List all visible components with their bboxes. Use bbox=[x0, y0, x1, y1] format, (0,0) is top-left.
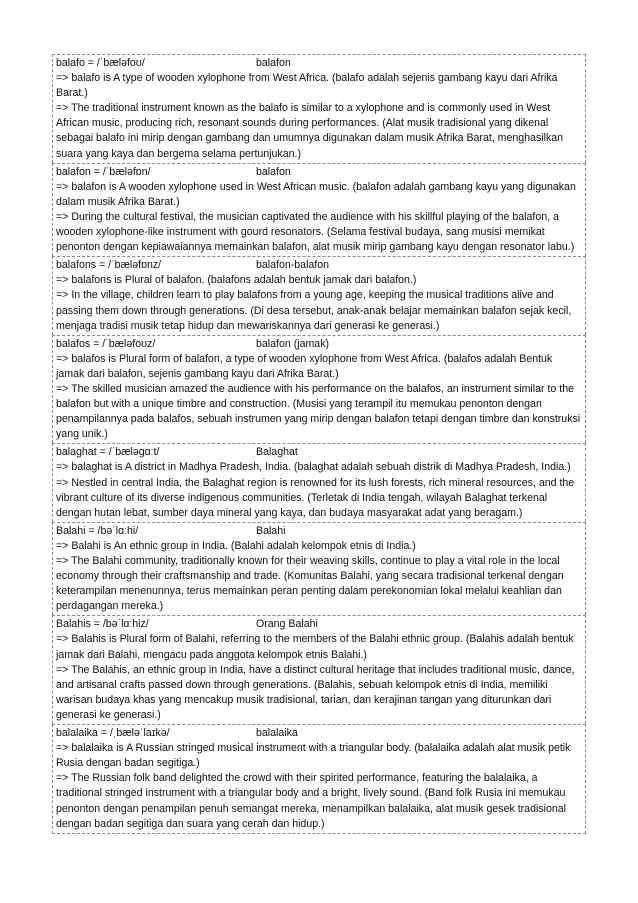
entry-header bbox=[56, 617, 583, 632]
entry-example: => During the cultural festival, the musician captivated the audience with his skillful playing of the balafon, a wooden xylophone-like instrument with gourd resonators. (Selama festival budaya, sang musisi memikat penonton dengan kepiawaiannya memainkan balafon, alat musik mirip gambang kayu dengan resonator labu.) bbox=[56, 210, 575, 254]
entry-definition: => Balahis is Plural form of Balahi, referring to the members of the Balahi ethnic group. (Balahis adalah bentuk jamak dari Balahi, mengacu pada anggota kelompok etnis Balahi.) bbox=[56, 633, 574, 661]
entry-term: Balahi = /bəˈlɑːhi/ bbox=[56, 524, 139, 537]
entry-term: balafons = /ˈbæləfɒnz/ bbox=[56, 259, 162, 272]
entry-term: balafo = /ˈbæləfoʊ/ bbox=[56, 57, 145, 69]
dictionary-entry bbox=[52, 724, 586, 834]
entry-term: balafon = /ˈbæləfɒn/ bbox=[56, 165, 151, 178]
entry-example: => The Balahi community, traditionally known for their weaving skills, continue to play a vital role in the local economy through their craftsmanship and trade. (Komunitas Balahi, yang secara tradisional terkenal dengan keterampilan menenunnya, terus memainkan peran penting dalam perekonomian lokal melalui keahlian dan perdagangan mereka.) bbox=[56, 555, 564, 613]
dictionary-page bbox=[52, 54, 586, 834]
dictionary-entry bbox=[52, 256, 586, 334]
entry-definition: => balafon is A wooden xylophone used in West African music. (balafon adalah gambang kayu yang digunakan dalam musik Afrika Barat.) bbox=[56, 180, 576, 208]
entry-example: => The Russian folk band delighted the crowd with their spirited performance, featuring the balalaika, a traditional stringed instrument with a triangular body and a bright, lively sound. (Band folk Rusia ini memukau penonton dengan penampilan penuh semangat mereka, menampilkan balalaika, alat musik gesek tradisional dengan badan segitiga dan suara yang cerah dan hidup.) bbox=[56, 772, 567, 830]
entry-header bbox=[56, 337, 583, 352]
dictionary-entry bbox=[52, 54, 586, 163]
dictionary-entry bbox=[52, 163, 586, 257]
entry-translation: balafon (jamak) bbox=[256, 337, 330, 350]
dictionary-entry bbox=[52, 443, 586, 521]
entry-header bbox=[56, 524, 583, 539]
entry-example: => In the village, children learn to play balafons from a young age, keeping the musical traditions alive and passing them down through generations. (Di desa tersebut, anak-anak belajar memainkan balafon sejak kecil, menjaga tradisi musik tetap hidup dan mewariskannya dari generasi ke generasi.) bbox=[56, 289, 572, 332]
entry-translation: Balaghat bbox=[256, 446, 298, 459]
entry-definition: => Balahi is An ethnic group in India. (Balahi adalah kelompok etnis di India.) bbox=[56, 539, 416, 552]
entry-term: balalaika = /ˌbæləˈlaɪkə/ bbox=[56, 727, 170, 740]
dictionary-entry bbox=[52, 335, 586, 444]
entry-definition: => balaghat is A district in Madhya Pradesh, India. (balaghat adalah sebuah distrik di Madhya Pradesh, India.) bbox=[56, 461, 571, 474]
entry-definition: => balalaika is A Russian stringed musical instrument with a triangular body. (balalaika adalah alat musik petik Rusia dengan badan segitiga.) bbox=[56, 742, 571, 770]
entry-translation: balafon bbox=[256, 57, 291, 69]
entry-example: => The Balahis, an ethnic group in India, have a distinct cultural heritage that includes traditional music, dance, and artisanal crafts passed down through generations. (Balahis, sebuah kelompok etnis di India, memiliki warisan budaya khas yang mencakup musik tradisional, tarian, dan kerajinan tangan yang diturunkan dari generasi ke generasi.) bbox=[56, 663, 575, 721]
entry-term: balaghat = /ˈbæləgɑːt/ bbox=[56, 446, 160, 459]
entry-translation: Orang Balahi bbox=[256, 618, 318, 631]
entry-translation: balalaika bbox=[256, 727, 298, 740]
entry-example: => The skilled musician amazed the audience with his performance on the balafos, an instrument similar to the balafon but with a unique timbre and construction. (Musisi yang terampil itu memukau penonton dengan penampilannya pada balafos, sebuah instrumen yang mirip dengan balafon tetapi dengan timbre dan konstruksi yang unik.) bbox=[56, 382, 581, 441]
entry-definition: => balafons is Plural of balafon. (balafons adalah bentuk jamak dari balafon.) bbox=[56, 274, 417, 287]
entry-header bbox=[56, 258, 583, 273]
entry-definition: => balafo is A type of wooden xylophone from West Africa. (balafo adalah sejenis gambang kayu dari Afrika Barat.) bbox=[56, 72, 558, 100]
entry-term: balafos = /ˈbæləfoʊz/ bbox=[56, 337, 156, 350]
entry-translation: Balahi bbox=[256, 524, 286, 537]
entry-definition: => balafos is Plural form of balafon, a type of wooden xylophone from West Africa. (balafos adalah Bentuk jamak dari balafon, sejenis gambang kayu dari Afrika Barat.) bbox=[56, 352, 553, 380]
entry-term: Balahis = /bəˈlɑːhiz/ bbox=[56, 618, 149, 631]
dictionary-entry bbox=[52, 615, 586, 724]
dictionary-entry bbox=[52, 522, 586, 616]
entry-example: => The traditional instrument known as the balafo is similar to a xylophone and is commonly used in West African music, producing rich, resonant sounds during performances. (Alat musik tradisional yang dikenal sebagai balafo ini mirip dengan gambang dan umumnya digunakan dalam musik Afrika Barat, menghasilkan suara yang kaya dan bergema selama pertunjukan.) bbox=[56, 102, 564, 160]
entry-translation: balafon bbox=[256, 165, 291, 178]
entry-header bbox=[56, 726, 583, 741]
entry-translation: balafon-balafon bbox=[256, 259, 330, 272]
entry-header bbox=[56, 165, 583, 180]
entry-header bbox=[56, 445, 583, 460]
entry-example: => Nestled in central India, the Balaghat region is renowned for its lush forests, rich mineral resources, and the vibrant culture of its diverse indigenous communities. (Terletak di India tengah, wilayah Balaghat terkenal dengan hutan lebat, sumber daya mineral yang kaya, dan budaya masyarakat adat yang beragam.) bbox=[56, 476, 575, 519]
entry-header bbox=[56, 56, 583, 71]
